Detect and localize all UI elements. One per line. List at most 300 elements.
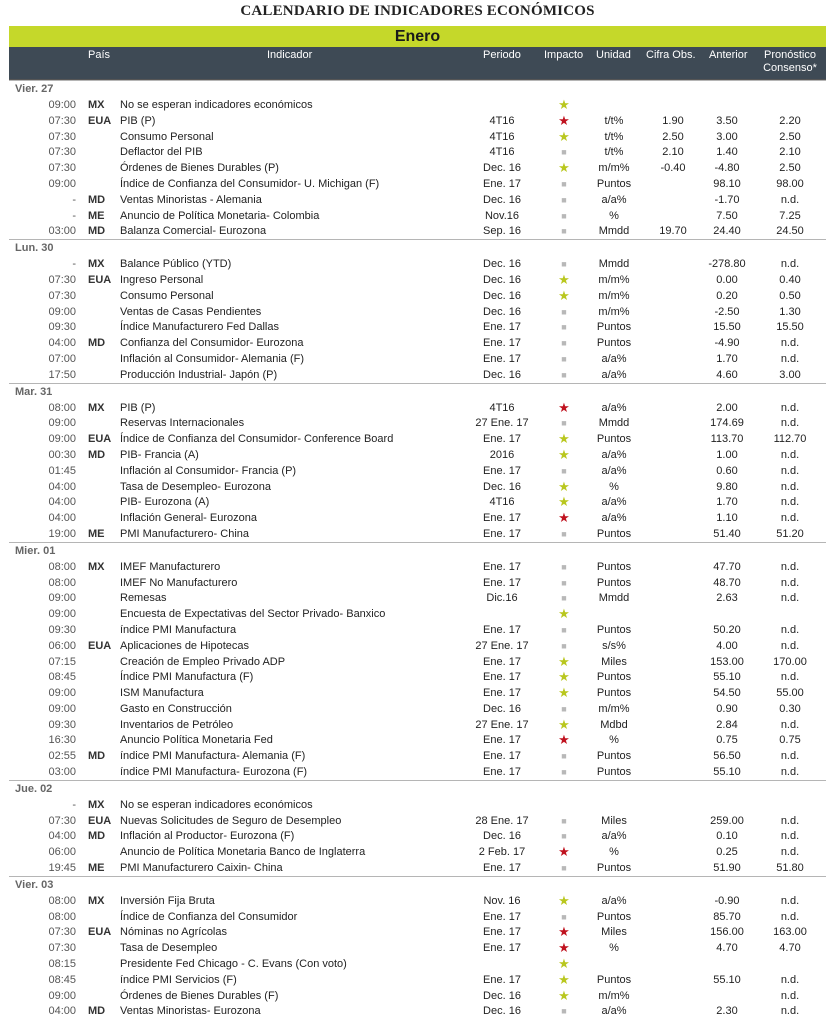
unit-cell: a/a%: [601, 368, 627, 381]
forecast-cell: 15.50: [776, 321, 804, 334]
previous-cell: 24.40: [713, 225, 741, 238]
previous-cell: 1.40: [716, 146, 738, 159]
indicator-cell: ISM Manufactura: [120, 687, 204, 700]
time-cell: 07:30: [48, 146, 76, 159]
time-cell: 09:30: [48, 623, 76, 636]
previous-cell: 0.10: [716, 830, 738, 843]
period-cell: Dec. 16: [483, 258, 521, 271]
month-banner: Enero: [9, 26, 826, 47]
unit-cell: Puntos: [596, 337, 632, 350]
indicator-cell: Índice PMI Manufactura (F): [120, 671, 254, 684]
indicator-cell: PMI Manufacturero Caixin- China: [120, 862, 283, 875]
indicator-cell: Inflación General- Eurozona: [120, 512, 257, 525]
time-cell: -: [72, 258, 76, 271]
red-star-icon: ★: [558, 924, 570, 940]
col-pronostico-line2: Consenso*: [763, 62, 817, 74]
table-row: [9, 479, 826, 495]
previous-cell: 1.70: [716, 496, 738, 509]
table-row: [9, 367, 826, 383]
indicator-cell: índice PMI Manufactura- Alemania (F): [120, 750, 306, 763]
yellow-star-icon: ★: [558, 478, 570, 494]
yellow-star-icon: ★: [558, 160, 570, 176]
forecast-cell: 51.20: [776, 527, 804, 540]
forecast-cell: n.d.: [780, 989, 800, 1002]
previous-cell: 174.69: [710, 417, 744, 430]
forecast-cell: n.d.: [780, 910, 800, 923]
gray-square-icon: ■: [561, 210, 567, 221]
indicator-cell: Encuesta de Expectativas del Sector Privado- Banxico: [120, 608, 386, 621]
table-row: [9, 590, 826, 606]
forecast-cell: 0.30: [779, 702, 801, 715]
previous-cell: 4.00: [716, 639, 738, 652]
yellow-star-icon: ★: [558, 271, 570, 287]
unit-cell: a/a%: [601, 1005, 627, 1018]
indicator-cell: índice PMI Servicios (F): [120, 973, 237, 986]
unit-cell: %: [609, 734, 619, 747]
gray-square-icon: ■: [561, 322, 567, 333]
period-cell: 27 Ene. 17: [475, 417, 529, 430]
table-row: [9, 431, 826, 447]
indicator-cell: Anuncio de Política Monetaria- Colombia: [120, 209, 320, 222]
table-row: [9, 113, 826, 129]
indicator-cell: Índice de Confianza del Consumidor- U. Michigan (F): [120, 177, 380, 190]
red-star-icon: ★: [558, 510, 570, 526]
previous-cell: 9.80: [716, 480, 738, 493]
previous-cell: 0.25: [716, 846, 738, 859]
gray-square-icon: ■: [561, 640, 567, 651]
forecast-cell: n.d.: [780, 560, 800, 573]
unit-cell: a/a%: [601, 512, 627, 525]
forecast-cell: 7.25: [779, 209, 801, 222]
period-cell: 4T16: [489, 114, 515, 127]
yellow-star-icon: ★: [558, 446, 570, 462]
yellow-star-icon: ★: [558, 606, 570, 622]
period-cell: Nov.16: [484, 209, 520, 222]
period-cell: Dec. 16: [483, 273, 521, 286]
yellow-star-icon: ★: [558, 987, 570, 1003]
time-cell: 04:00: [48, 830, 76, 843]
period-cell: Ene. 17: [483, 687, 521, 700]
gray-square-icon: ■: [561, 353, 567, 364]
period-cell: 4T16: [489, 130, 515, 143]
previous-cell: 55.10: [713, 766, 741, 779]
unit-cell: %: [609, 942, 619, 955]
forecast-cell: 3.00: [779, 368, 801, 381]
period-cell: 28 Ene. 17: [475, 814, 529, 827]
indicator-cell: Índice de Confianza del Consumidor: [120, 910, 298, 923]
time-cell: 01:45: [48, 464, 76, 477]
country-cell: MX: [88, 258, 105, 271]
time-cell: 19:00: [48, 527, 76, 540]
unit-cell: Puntos: [596, 973, 632, 986]
indicator-cell: No se esperan indicadores económicos: [120, 798, 313, 811]
unit-cell: Mmdd: [598, 592, 630, 605]
table-row: [9, 526, 826, 542]
unit-cell: Puntos: [596, 766, 632, 779]
time-cell: 07:30: [48, 289, 76, 302]
yellow-star-icon: ★: [558, 892, 570, 908]
forecast-cell: n.d.: [780, 464, 800, 477]
unit-cell: Puntos: [596, 910, 632, 923]
previous-cell: 0.75: [716, 734, 738, 747]
country-cell: MD: [88, 750, 106, 763]
gray-square-icon: ■: [561, 767, 567, 778]
previous-cell: 98.10: [713, 177, 741, 190]
indicator-cell: Reservas Internacionales: [120, 417, 245, 430]
table-row: [9, 144, 826, 160]
col-cifra: Cifra Obs.: [646, 49, 696, 61]
forecast-cell: 163.00: [773, 926, 807, 939]
indicator-cell: Deflactor del PIB: [120, 146, 203, 159]
table-row: [9, 463, 826, 479]
period-cell: Dec. 16: [483, 480, 521, 493]
gray-square-icon: ■: [561, 147, 567, 158]
unit-cell: a/a%: [601, 464, 627, 477]
table-row: [9, 685, 826, 701]
time-cell: 17:50: [48, 368, 76, 381]
period-cell: Ene. 17: [483, 862, 521, 875]
indicator-cell: Presidente Fed Chicago - C. Evans (Con voto): [120, 958, 347, 971]
gray-square-icon: ■: [561, 178, 567, 189]
country-cell: ME: [88, 209, 105, 222]
col-pais: País: [88, 49, 111, 61]
country-cell: MD: [88, 448, 106, 461]
indicator-cell: Balance Público (YTD): [120, 258, 232, 271]
period-cell: Ene. 17: [483, 560, 521, 573]
period-cell: 4T16: [489, 146, 515, 159]
period-cell: Ene. 17: [483, 750, 521, 763]
table-row: [9, 575, 826, 591]
previous-cell: 2.84: [716, 718, 738, 731]
table-row: [9, 956, 826, 972]
gray-square-icon: ■: [561, 863, 567, 874]
forecast-cell: n.d.: [780, 814, 800, 827]
indicator-cell: Ventas de Casas Pendientes: [120, 305, 262, 318]
indicator-cell: Índice Manufacturero Fed Dallas: [120, 321, 279, 334]
table-row: [9, 256, 826, 272]
indicator-cell: PIB- Francia (A): [120, 448, 199, 461]
gray-square-icon: ■: [561, 593, 567, 604]
indicator-cell: PIB (P): [120, 401, 156, 414]
previous-cell: 156.00: [710, 926, 744, 939]
day-header: Vier. 03: [9, 876, 826, 893]
forecast-cell: n.d.: [780, 750, 800, 763]
unit-cell: Puntos: [596, 527, 632, 540]
indicator-cell: Remesas: [120, 592, 167, 605]
unit-cell: t/t%: [604, 146, 624, 159]
period-cell: Dec. 16: [483, 289, 521, 302]
time-cell: 09:00: [48, 608, 76, 621]
unit-cell: Mdbd: [600, 718, 628, 731]
calendar-body: [9, 80, 826, 1019]
country-cell: ME: [88, 862, 105, 875]
country-cell: MD: [88, 1005, 106, 1018]
table-row: [9, 129, 826, 145]
time-cell: 19:45: [48, 862, 76, 875]
table-row: [9, 223, 826, 239]
col-indicador: Indicador: [267, 49, 313, 61]
yellow-star-icon: ★: [558, 431, 570, 447]
table-row: [9, 351, 826, 367]
time-cell: 08:00: [48, 401, 76, 414]
previous-cell: 55.10: [713, 671, 741, 684]
indicator-cell: Tasa de Desempleo: [120, 942, 218, 955]
yellow-star-icon: ★: [558, 956, 570, 972]
col-unidad: Unidad: [596, 49, 631, 61]
period-cell: Dec. 16: [483, 162, 521, 175]
country-cell: EUA: [88, 814, 112, 827]
country-cell: MX: [88, 401, 105, 414]
day-header: Mar. 31: [9, 383, 826, 400]
indicator-cell: Inflación al Consumidor- Francia (P): [120, 464, 297, 477]
gray-square-icon: ■: [561, 465, 567, 476]
gray-square-icon: ■: [561, 1006, 567, 1017]
forecast-cell: n.d.: [780, 480, 800, 493]
day-header: Jue. 02: [9, 780, 826, 797]
country-cell: MD: [88, 193, 106, 206]
indicator-cell: Inversión Fija Bruta: [120, 894, 215, 907]
table-row: [9, 400, 826, 416]
country-cell: EUA: [88, 926, 112, 939]
previous-cell: -4.80: [714, 162, 740, 175]
forecast-cell: n.d.: [780, 258, 800, 271]
previous-cell: 113.70: [710, 433, 744, 446]
table-row: [9, 335, 826, 351]
period-cell: Ene. 17: [483, 623, 521, 636]
period-cell: Ene. 17: [483, 576, 521, 589]
forecast-cell: n.d.: [780, 193, 800, 206]
time-cell: 00:30: [48, 448, 76, 461]
period-cell: Dec. 16: [483, 702, 521, 715]
indicator-cell: Balanza Comercial- Eurozona: [120, 225, 267, 238]
unit-cell: t/t%: [604, 130, 624, 143]
red-star-icon: ★: [558, 112, 570, 128]
forecast-cell: n.d.: [780, 894, 800, 907]
indicator-cell: Órdenes de Bienes Durables (F): [120, 989, 279, 1002]
table-row: [9, 813, 826, 829]
country-cell: MX: [88, 99, 105, 111]
indicator-cell: Ventas Minoristas - Alemania: [120, 193, 262, 206]
time-cell: 03:00: [48, 225, 76, 238]
indicator-cell: Anuncio de Política Monetaria Banco de Inglaterra: [120, 846, 366, 859]
gray-square-icon: ■: [561, 624, 567, 635]
period-cell: Ene. 17: [483, 942, 521, 955]
yellow-star-icon: ★: [558, 685, 570, 701]
yellow-star-icon: ★: [558, 971, 570, 987]
previous-cell: 54.50: [713, 687, 741, 700]
indicator-cell: Inventarios de Petróleo: [120, 718, 234, 731]
gray-square-icon: ■: [561, 577, 567, 588]
unit-cell: Mmdd: [598, 258, 630, 271]
table-row: [9, 669, 826, 685]
forecast-cell: n.d.: [780, 417, 800, 430]
indicator-cell: PIB- Eurozona (A): [120, 496, 210, 509]
gray-square-icon: ■: [561, 815, 567, 826]
forecast-cell: n.d.: [780, 830, 800, 843]
red-star-icon: ★: [558, 732, 570, 748]
forecast-cell: n.d.: [780, 401, 800, 414]
previous-cell: 55.10: [713, 973, 741, 986]
table-row: [9, 208, 826, 224]
time-cell: 07:30: [48, 814, 76, 827]
time-cell: 08:00: [48, 894, 76, 907]
indicator-cell: Confianza del Consumidor- Eurozona: [120, 337, 304, 350]
period-cell: Dec. 16: [483, 830, 521, 843]
forecast-cell: 170.00: [773, 655, 807, 668]
indicator-cell: Ventas Minoristas- Eurozona: [120, 1005, 261, 1018]
period-cell: Ene. 17: [483, 177, 521, 190]
previous-cell: 1.70: [716, 352, 738, 365]
time-cell: -: [72, 209, 76, 222]
time-cell: 04:00: [48, 480, 76, 493]
unit-cell: m/m%: [598, 702, 630, 715]
yellow-star-icon: ★: [558, 669, 570, 685]
gray-square-icon: ■: [561, 259, 567, 270]
unit-cell: Mmdd: [598, 417, 630, 430]
page-title: CALENDARIO DE INDICADORES ECONÓMICOS: [240, 3, 595, 19]
table-row: [9, 447, 826, 463]
unit-cell: Puntos: [596, 687, 632, 700]
forecast-cell: 4.70: [779, 942, 801, 955]
yellow-star-icon: ★: [558, 287, 570, 303]
indicator-cell: Órdenes de Bienes Durables (P): [120, 162, 279, 175]
country-cell: MX: [88, 894, 105, 907]
forecast-cell: 98.00: [776, 177, 804, 190]
period-cell: 27 Ene. 17: [475, 718, 529, 731]
gray-square-icon: ■: [561, 703, 567, 714]
table-row: [9, 1003, 826, 1019]
gray-square-icon: ■: [561, 306, 567, 317]
period-cell: Ene. 17: [483, 671, 521, 684]
table-row: [9, 909, 826, 925]
forecast-cell: 2.50: [779, 130, 801, 143]
time-cell: 09:30: [48, 718, 76, 731]
period-cell: Ene. 17: [483, 910, 521, 923]
unit-cell: Puntos: [596, 623, 632, 636]
time-cell: 06:00: [48, 846, 76, 859]
previous-cell: 48.70: [713, 576, 741, 589]
col-impacto: Impacto: [544, 49, 584, 61]
indicator-cell: PMI Manufacturero- China: [120, 527, 249, 540]
period-cell: 27 Ene. 17: [475, 639, 529, 652]
forecast-cell: n.d.: [780, 512, 800, 525]
previous-cell: 3.00: [716, 130, 738, 143]
previous-cell: -278.80: [708, 258, 746, 271]
indicator-cell: Nuevas Solicitudes de Seguro de Desempleo: [120, 814, 342, 827]
indicator-cell: PIB (P): [120, 114, 156, 127]
gray-square-icon: ■: [561, 528, 567, 539]
gray-square-icon: ■: [561, 831, 567, 842]
unit-cell: m/m%: [598, 305, 630, 318]
previous-cell: 2.30: [716, 1005, 738, 1018]
table-row: [9, 844, 826, 860]
time-cell: 09:00: [48, 687, 76, 700]
previous-cell: 2.00: [716, 401, 738, 414]
table-row: [9, 510, 826, 526]
period-cell: Ene. 17: [483, 433, 521, 446]
indicator-cell: Producción Industrial- Japón (P): [120, 368, 278, 381]
table-row: [9, 559, 826, 575]
indicator-cell: No se esperan indicadores económicos: [120, 99, 313, 111]
indicator-cell: IMEF Manufacturero: [120, 560, 221, 573]
time-cell: 07:30: [48, 273, 76, 286]
indicator-cell: Consumo Personal: [120, 130, 214, 143]
previous-cell: 7.50: [716, 209, 738, 222]
table-row: [9, 924, 826, 940]
time-cell: 07:15: [48, 655, 76, 668]
observed-cell: 2.10: [662, 146, 684, 159]
time-cell: 04:00: [48, 337, 76, 350]
forecast-cell: n.d.: [780, 623, 800, 636]
unit-cell: %: [609, 480, 619, 493]
indicator-cell: índice PMI Manufactura- Eurozona (F): [120, 766, 308, 779]
period-cell: Dec. 16: [483, 368, 521, 381]
previous-cell: -1.70: [714, 193, 740, 206]
time-cell: 04:00: [48, 512, 76, 525]
table-row: [9, 988, 826, 1004]
unit-cell: a/a%: [601, 401, 627, 414]
unit-cell: a/a%: [601, 448, 627, 461]
unit-cell: m/m%: [598, 289, 630, 302]
time-cell: 09:00: [48, 702, 76, 715]
indicator-cell: Anuncio Política Monetaria Fed: [120, 734, 273, 747]
period-cell: Ene. 17: [483, 464, 521, 477]
previous-cell: 0.90: [716, 702, 738, 715]
previous-cell: 2.63: [716, 592, 738, 605]
red-star-icon: ★: [558, 399, 570, 415]
time-cell: 07:30: [48, 114, 76, 127]
yellow-star-icon: ★: [558, 128, 570, 144]
forecast-cell: n.d.: [780, 496, 800, 509]
day-header: Mier. 01: [9, 542, 826, 559]
yellow-star-icon: ★: [558, 494, 570, 510]
yellow-star-icon: ★: [558, 97, 570, 112]
time-cell: 07:30: [48, 130, 76, 143]
time-cell: 08:00: [48, 560, 76, 573]
forecast-cell: 2.50: [779, 162, 801, 175]
table-row: [9, 748, 826, 764]
forecast-cell: 0.75: [779, 734, 801, 747]
unit-cell: Miles: [601, 814, 627, 827]
time-cell: 06:00: [48, 639, 76, 652]
indicator-cell: Inflación al Productor- Eurozona (F): [120, 830, 295, 843]
time-cell: 04:00: [48, 1005, 76, 1018]
table-row: [9, 972, 826, 988]
previous-cell: 85.70: [713, 910, 741, 923]
unit-cell: a/a%: [601, 193, 627, 206]
forecast-cell: n.d.: [780, 1005, 800, 1018]
indicator-cell: Consumo Personal: [120, 289, 214, 302]
forecast-cell: n.d.: [780, 718, 800, 731]
time-cell: 16:30: [48, 734, 76, 747]
previous-cell: 51.90: [713, 862, 741, 875]
time-cell: 08:15: [48, 958, 76, 971]
country-cell: MD: [88, 337, 106, 350]
time-cell: 09:00: [48, 305, 76, 318]
indicator-cell: índice PMI Manufactura: [120, 623, 237, 636]
forecast-cell: 55.00: [776, 687, 804, 700]
previous-cell: 4.60: [716, 368, 738, 381]
forecast-cell: 51.80: [776, 862, 804, 875]
unit-cell: a/a%: [601, 496, 627, 509]
gray-square-icon: ■: [561, 561, 567, 572]
country-cell: MX: [88, 560, 105, 573]
time-cell: -: [72, 193, 76, 206]
table-row: [9, 828, 826, 844]
previous-cell: 47.70: [713, 560, 741, 573]
table-row: [9, 288, 826, 304]
unit-cell: %: [609, 209, 619, 222]
